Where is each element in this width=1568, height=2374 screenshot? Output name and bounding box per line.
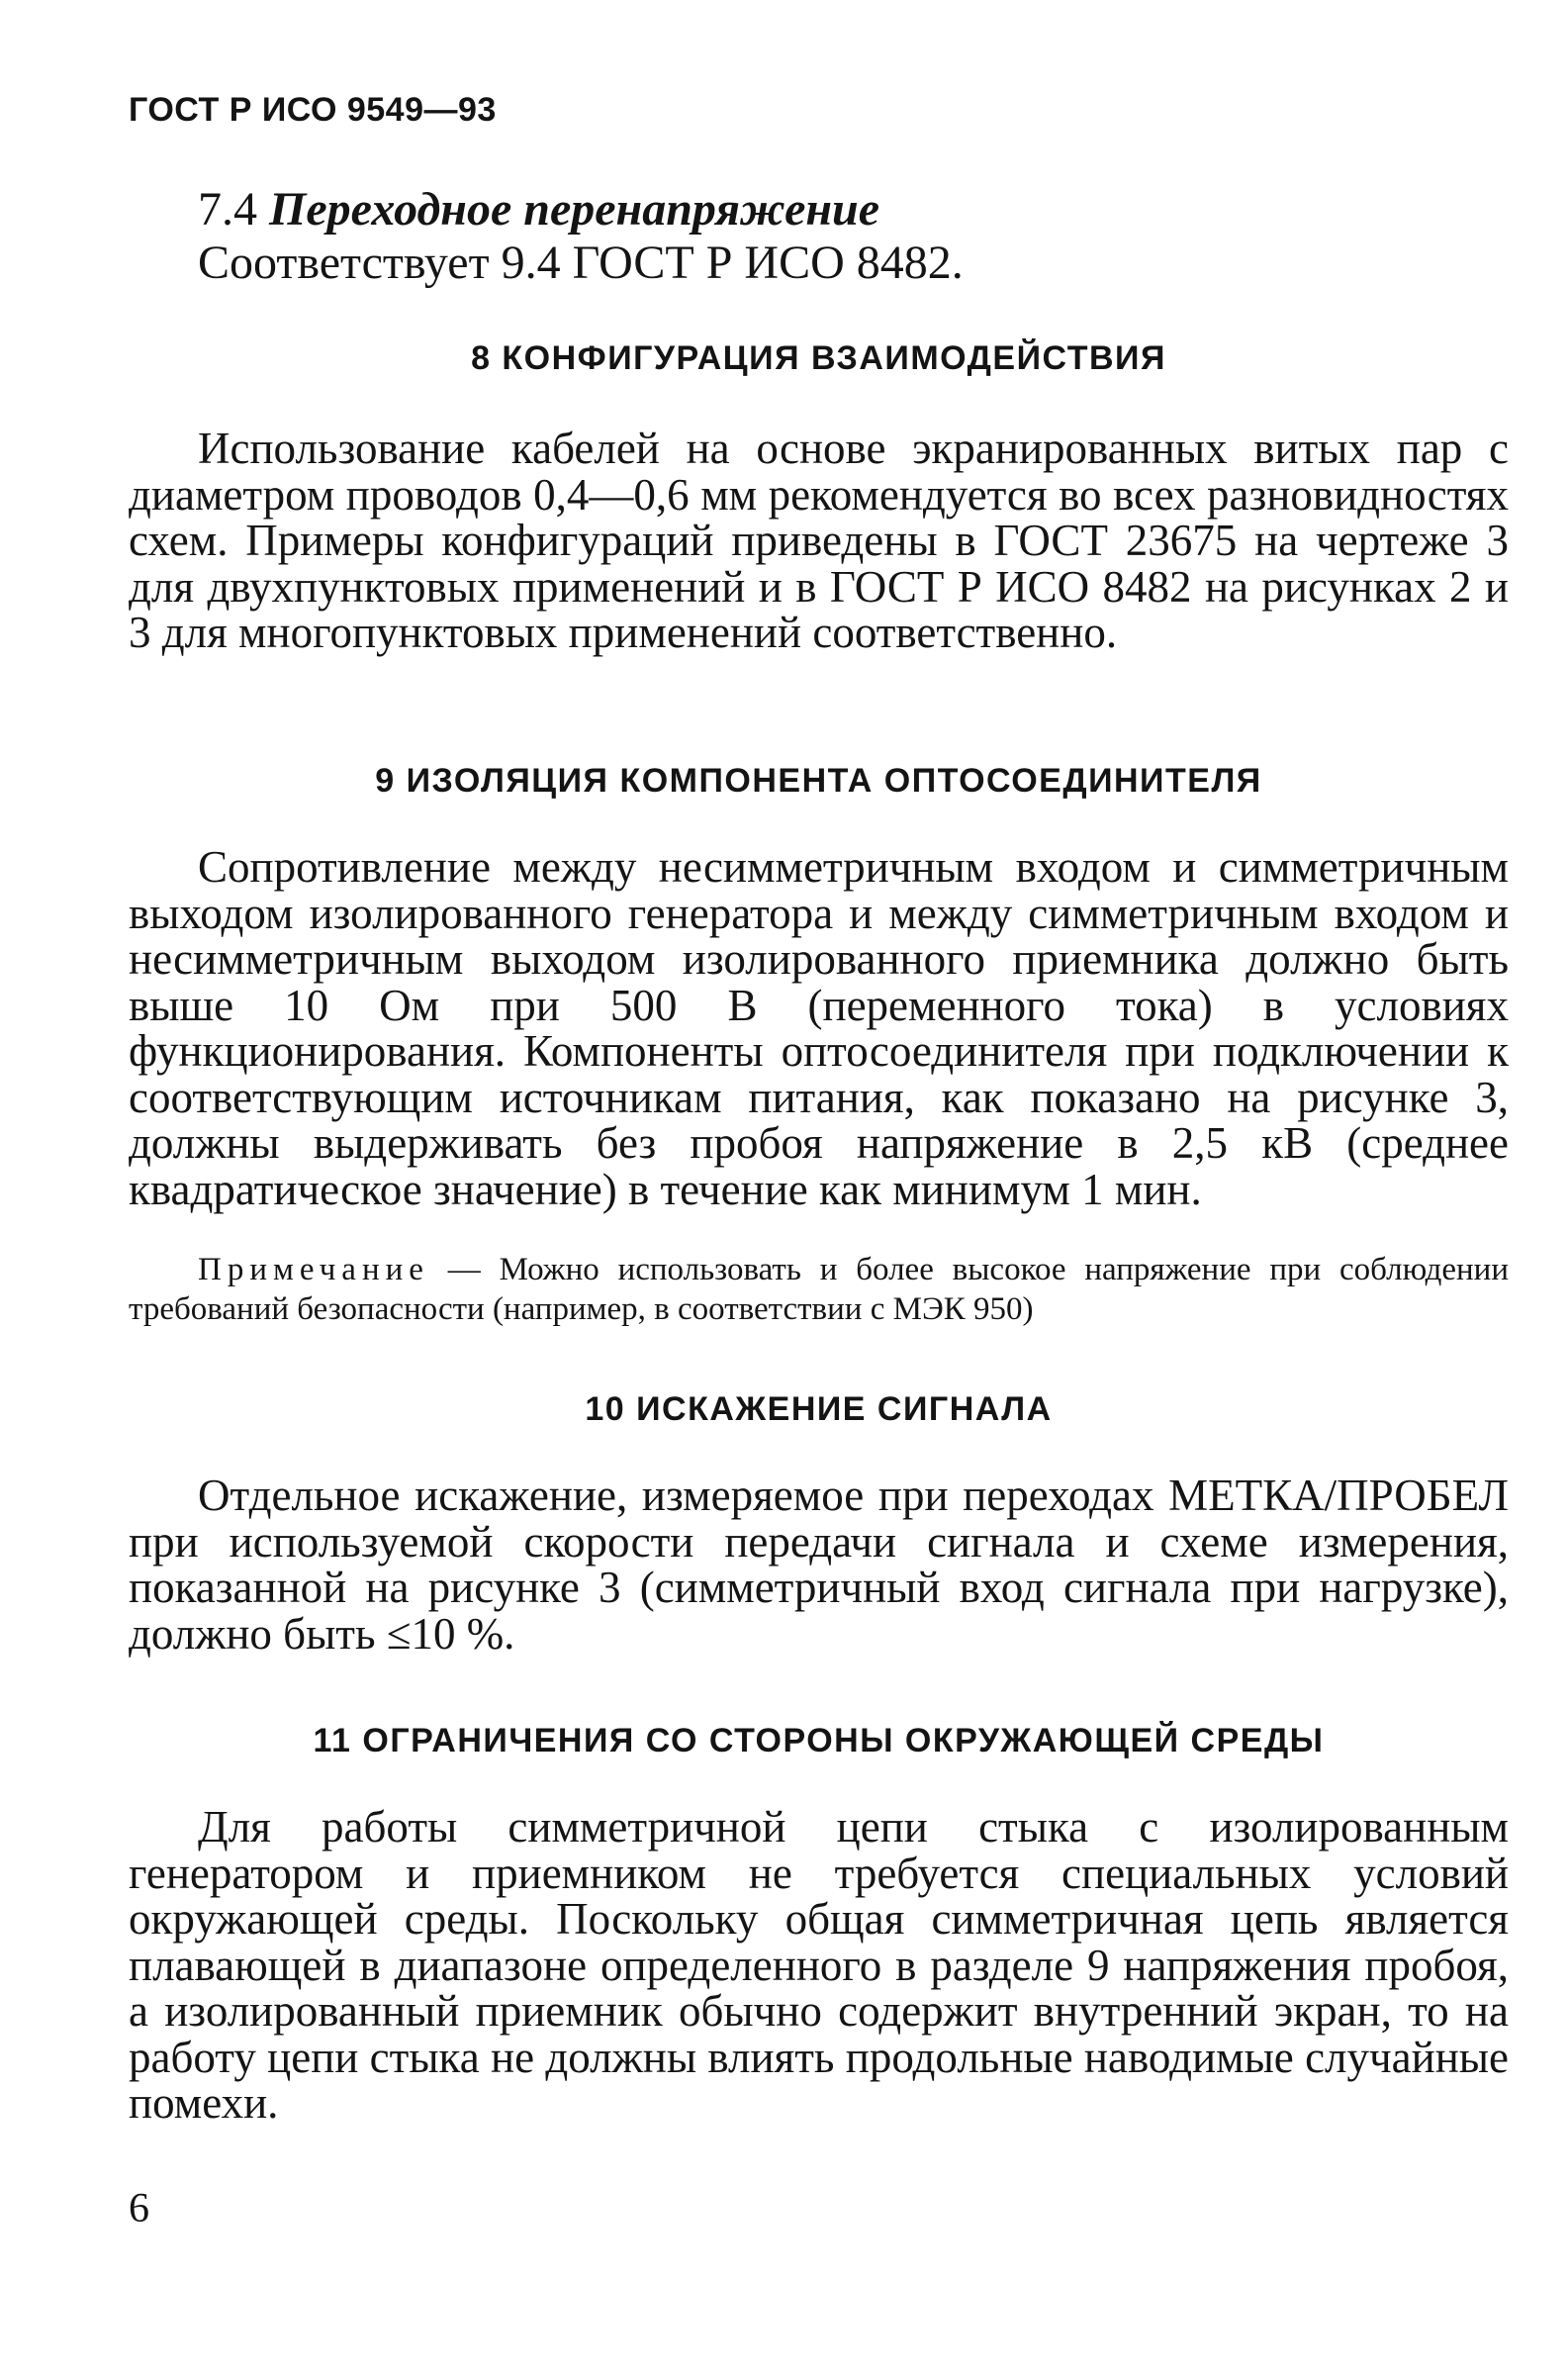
section-9-note <box>129 1250 1509 1329</box>
section-11-heading: 11 ОГРАНИЧЕНИЯ СО СТОРОНЫ ОКРУЖАЮЩЕЙ СРЕДЫ <box>313 1722 1325 1759</box>
note-text: — Можно использовать и более высокое напряжение при соблюдении требований безопасности (например, в соответствии с МЭК 950) <box>129 1252 1509 1327</box>
page-number: 6 <box>129 2186 149 2232</box>
subsection-number: 7.4 <box>198 183 257 236</box>
section-9-paragraph: Сопротивление между несимметричным входом и симметричным выходом изолированного генератора и между симметричным входом и несимметричным выходом изолированного приемника должно быть выше 10 Ом при 500 В (переменного тока) в условиях функционирования. Компоненты оптосоединителя при подключении к соответствующим источникам питания, как показано на рисунке 3, должны выдерживать без пробоя напряжение в 2,5 кВ (среднее квадратическое значение) в течение как минимум 1 мин. <box>129 842 1509 1214</box>
subsection-text: Соответствует 9.4 ГОСТ Р ИСО 8482. <box>198 237 964 289</box>
section-8-paragraph: Использование кабелей на основе экранированных витых пар с диаметром проводов 0,4—0,6 мм рекомендуется во всех разновидностях схем. Примеры конфигураций приведены в ГОСТ 23675 на чертеже 3 для двухпунктовых применений и в ГОСТ Р ИСО 8482 на рисунках 2 и 3 для многопунктовых применений соответственно. <box>129 424 1509 657</box>
section-11-paragraph: Для работы симметричной цепи стыка с изолированным генератором и приемником не требуется специальных условий окружающей среды. Поскольку общая симметричная цепь является плавающей в диапазоне определенного в разделе 9 напряжения пробоя, а изолированный приемник обычно содержит внутренний экран, то на работу цепи стыка не должны влиять продольные наводимые случайные помехи. <box>129 1802 1509 2128</box>
section-9-heading: 9 ИЗОЛЯЦИЯ КОМПОНЕНТА ОПТОСОЕДИНИТЕЛЯ <box>375 762 1262 800</box>
section-8-heading: 8 КОНФИГУРАЦИЯ ВЗАИМОДЕЙСТВИЯ <box>471 339 1166 377</box>
note-label: Примечание <box>198 1252 429 1287</box>
subsection-title: Переходное перенапряжение <box>269 183 880 236</box>
section-10-paragraph: Отдельное искажение, измеряемое при переходах МЕТКА/ПРОБЕЛ при используемой скорости передачи сигнала и схеме измерения, показанной на рисунке 3 (симметричный вход сигнала при нагрузке), должно быть ≤10 %. <box>129 1471 1509 1659</box>
section-10-heading: 10 ИСКАЖЕНИЕ СИГНАЛА <box>585 1390 1053 1428</box>
subsection-heading <box>198 183 964 237</box>
document-header: ГОСТ Р ИСО 9549—93 <box>129 91 497 129</box>
subsection-7-4 <box>198 183 964 290</box>
